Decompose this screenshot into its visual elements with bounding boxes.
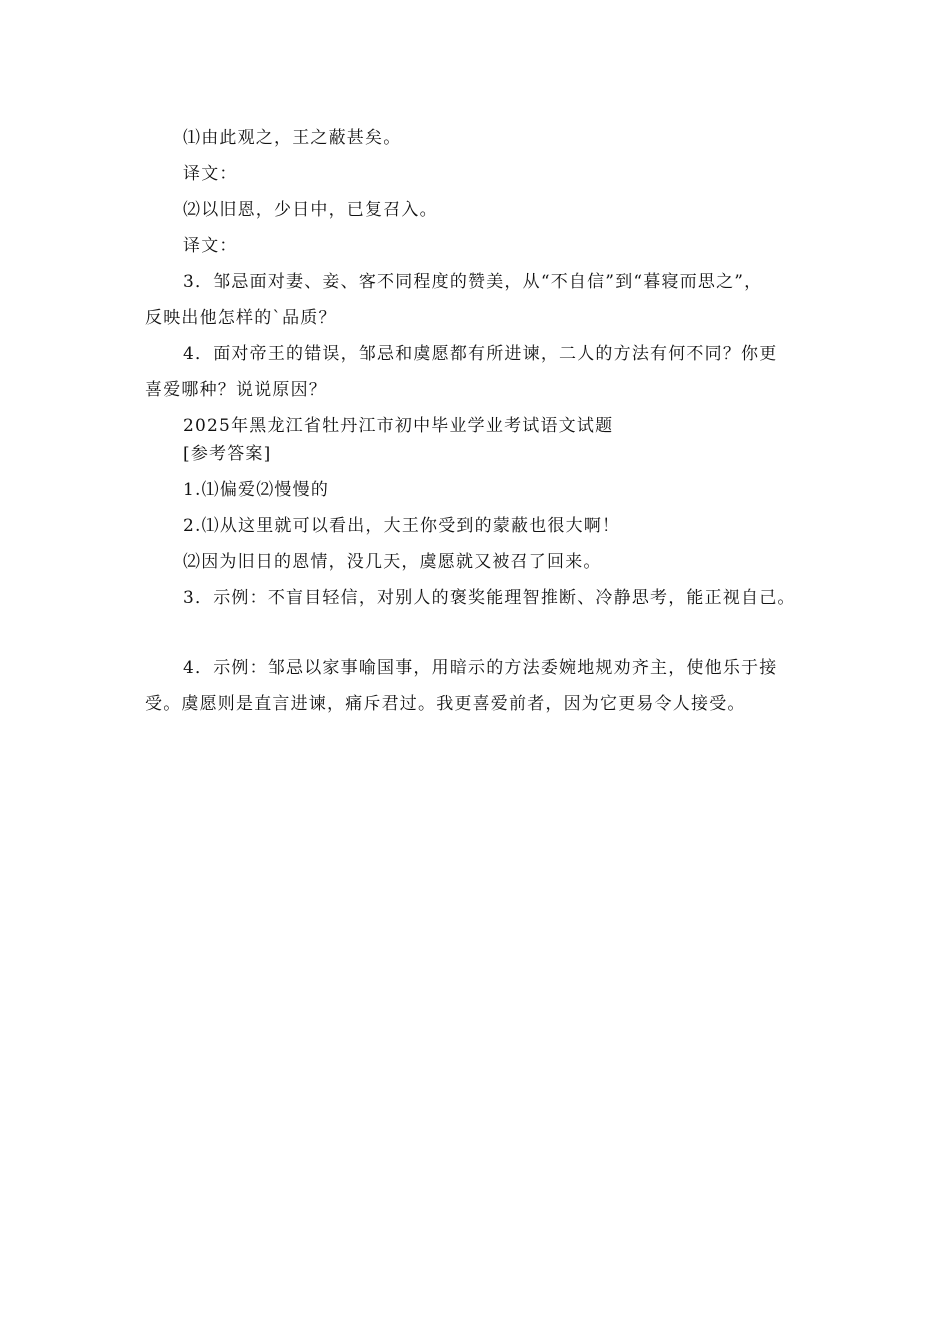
question-2-part-1: ⑴由此观之，王之蔽甚矣。 <box>183 128 402 148</box>
answer-4-line-1: 4．示例：邹忌以家事喻国事，用暗示的方法委婉地规劝齐主，使他乐于接 <box>183 658 778 678</box>
question-4-line-2: 喜爱哪种？说说原因？ <box>145 380 327 400</box>
answer-2-part-2: ⑵因为旧日的恩情，没几天，虞愿就又被召了回来。 <box>183 552 602 572</box>
translation-label-2: 译文： <box>183 236 238 256</box>
answer-2-part-1: 2.⑴从这里就可以看出，大王你受到的蒙蔽也很大啊！ <box>183 516 621 536</box>
exam-title: 2025年黑龙江省牡丹江市初中毕业学业考试语文试题 <box>183 416 614 436</box>
answer-4-line-2: 受。虞愿则是直言进谏，痛斥君过。我更喜爱前者，因为它更易令人接受。 <box>145 694 746 714</box>
answer-1: 1.⑴偏爱⑵慢慢的 <box>183 480 330 500</box>
answer-key-heading: [参考答案] <box>183 444 272 464</box>
question-2-part-2: ⑵以旧恩，少日中，已复召入。 <box>183 200 438 220</box>
answer-3: 3．示例：不盲目轻信，对别人的褒奖能理智推断、冷静思考，能正视自己。 <box>183 588 796 608</box>
question-3-line-1: 3．邹忌面对妻、妾、客不同程度的赞美，从“不自信”到“暮寝而思之”， <box>183 272 763 292</box>
question-3-line-2: 反映出他怎样的`品质？ <box>145 308 337 328</box>
question-4-line-1: 4．面对帝王的错误，邹忌和虞愿都有所进谏，二人的方法有何不同？你更 <box>183 344 778 364</box>
translation-label-1: 译文： <box>183 164 238 184</box>
document-body <box>145 124 813 718</box>
